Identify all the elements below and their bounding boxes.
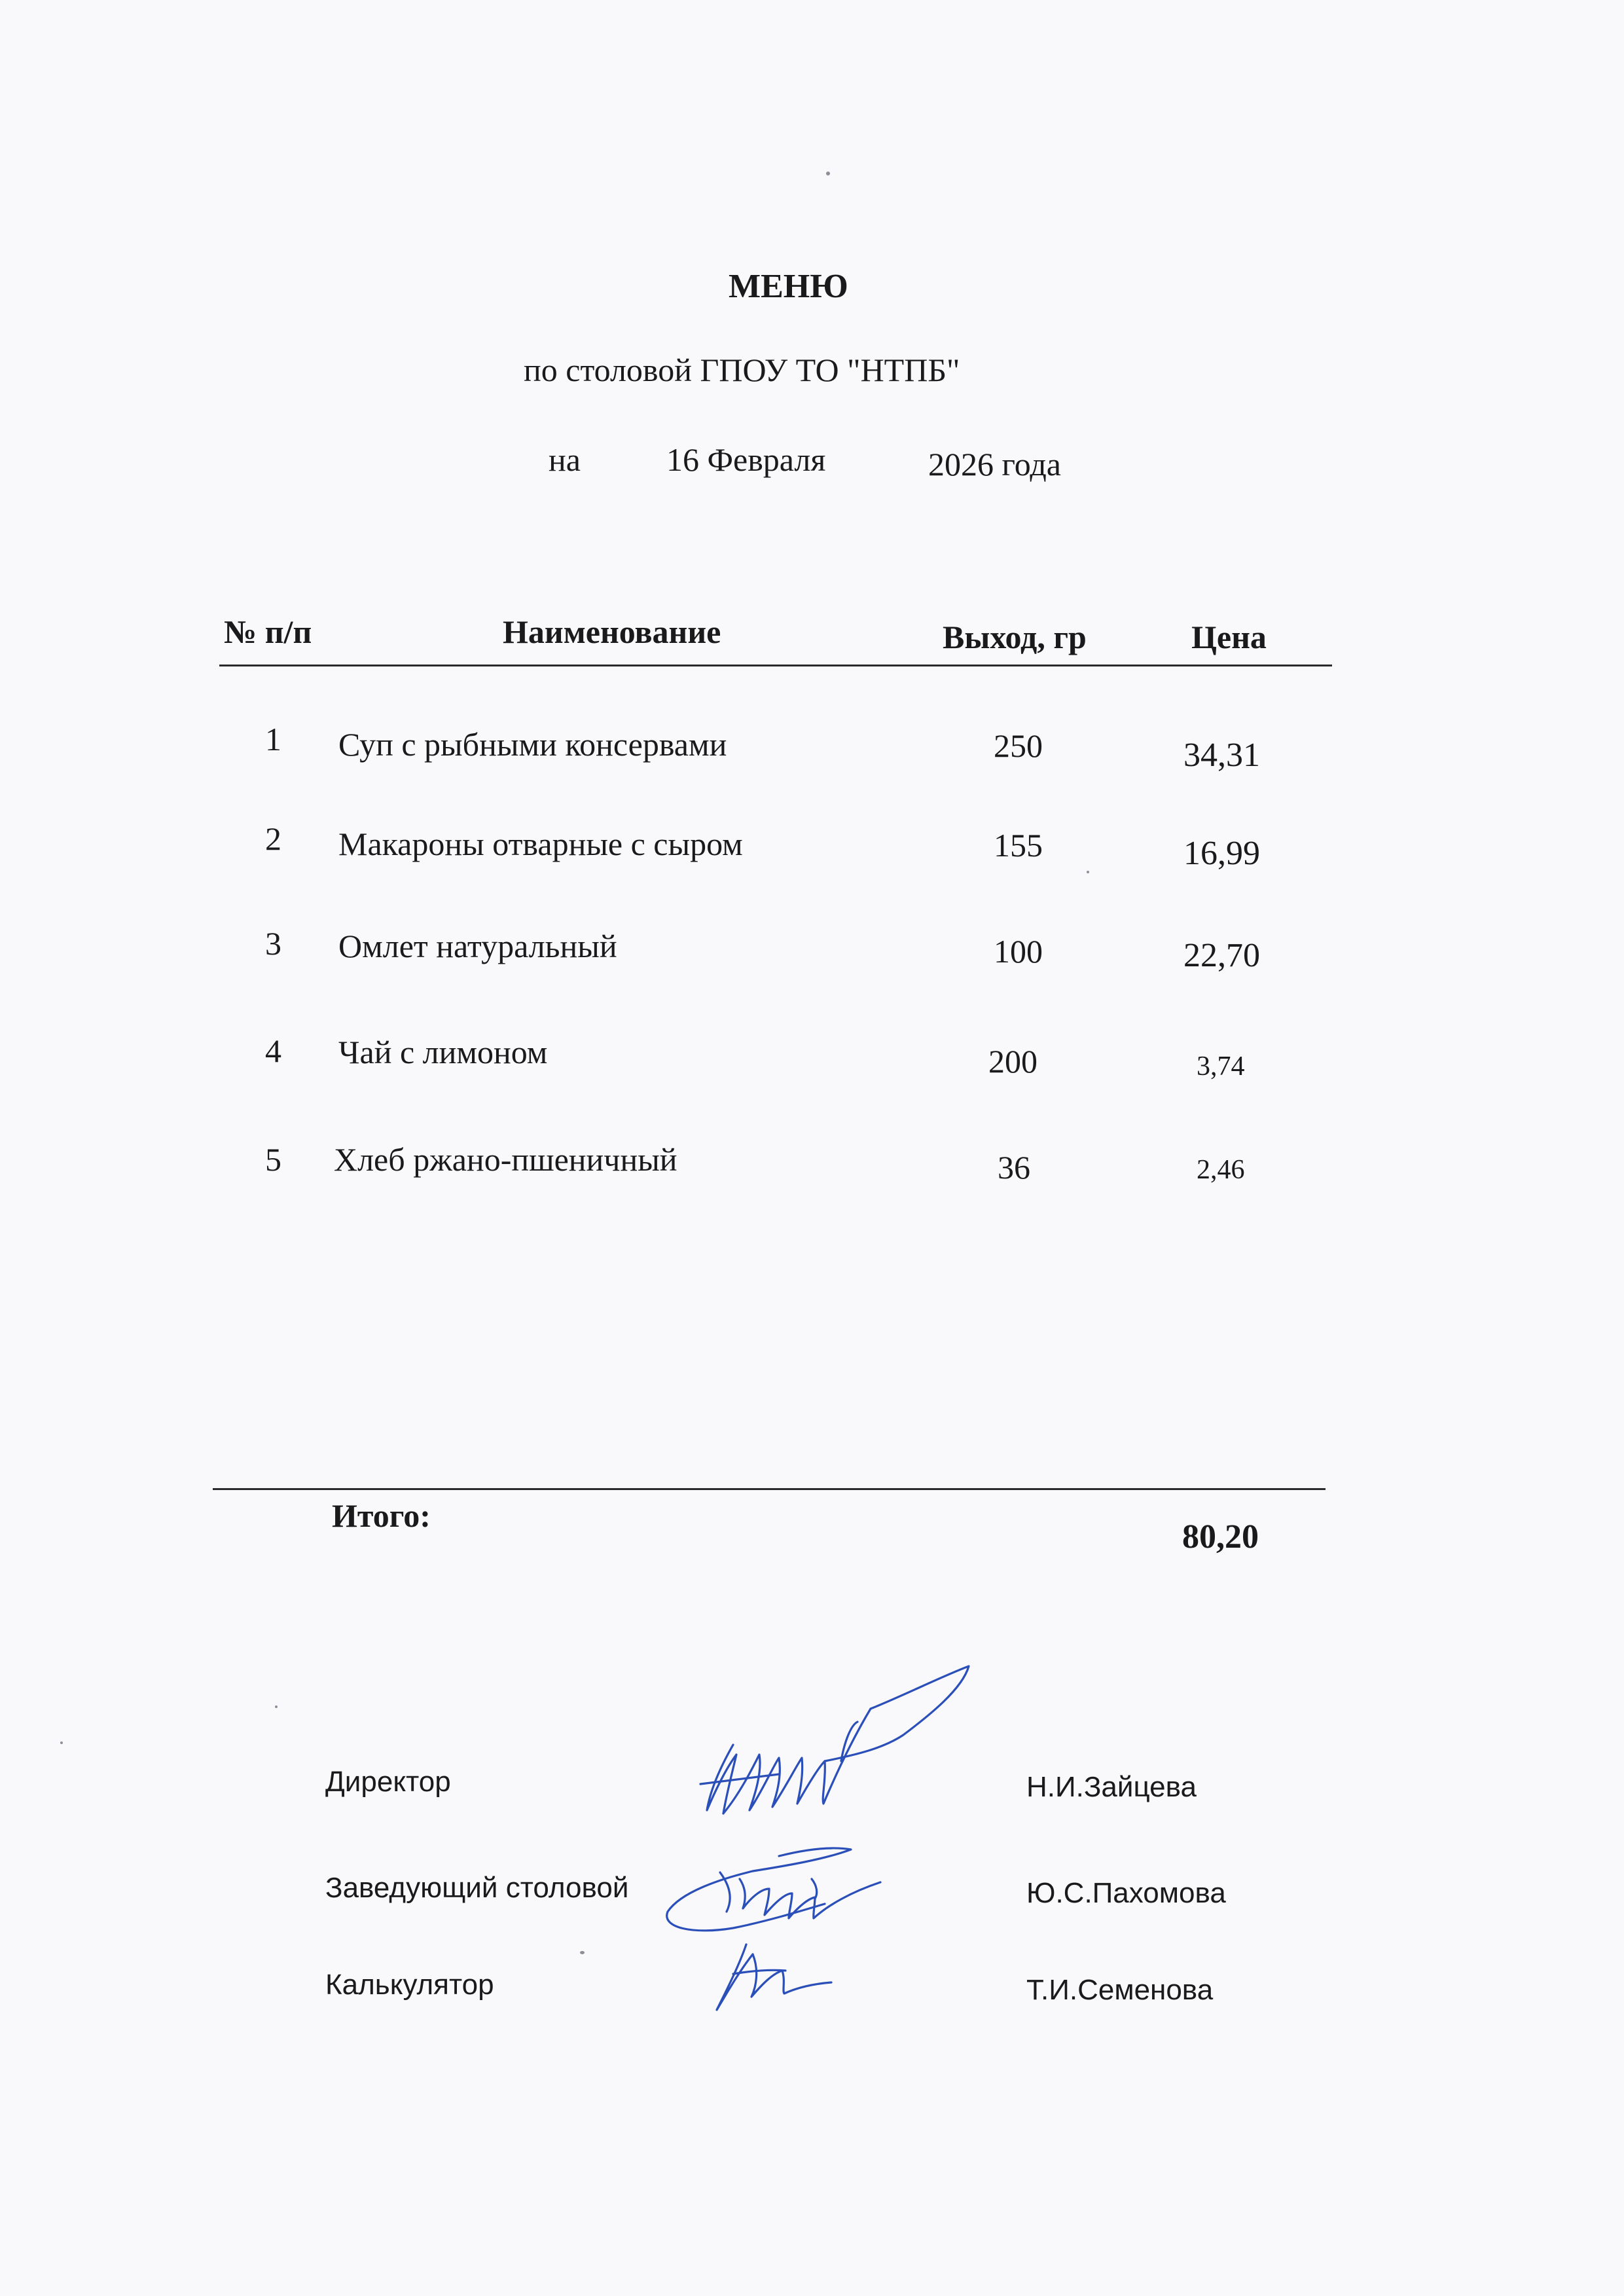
- row-yield: 200: [988, 1043, 1038, 1080]
- row-price: 2,46: [1197, 1155, 1245, 1185]
- row-number: 5: [265, 1141, 281, 1178]
- row-number: 4: [265, 1032, 281, 1069]
- scan-speck: [60, 1741, 63, 1744]
- page-subtitle: по столовой ГПОУ ТО "НТПБ": [524, 352, 960, 388]
- handwritten-signatures-image: [655, 1663, 1047, 2030]
- row-dish-name: Омлет натуральный: [338, 928, 617, 964]
- total-label: Итого:: [332, 1497, 431, 1534]
- column-header-yield: Выход, гр: [943, 619, 1087, 655]
- column-header-name: Наименование: [503, 613, 721, 650]
- scan-speck: [1087, 871, 1089, 873]
- signatory-name: Т.И.Семенова: [1026, 1974, 1214, 2006]
- row-price: 16,99: [1183, 835, 1260, 872]
- date-prefix: на: [549, 441, 581, 478]
- row-dish-name: Суп с рыбными консервами: [338, 726, 727, 763]
- signatory-role: Калькулятор: [325, 1969, 494, 2001]
- row-dish-name: Чай с лимоном: [338, 1034, 548, 1070]
- header-divider: [219, 665, 1332, 666]
- column-header-number: № п/п: [224, 613, 312, 650]
- date-year: 2026 года: [928, 446, 1061, 483]
- scan-speck: [275, 1705, 278, 1708]
- row-yield: 100: [994, 933, 1043, 970]
- signatory-role: Заведующий столовой: [325, 1872, 629, 1904]
- row-yield: 155: [994, 827, 1043, 864]
- date-day: 16 Февраля: [666, 441, 826, 478]
- signatory-role: Директор: [325, 1766, 451, 1798]
- page-title: МЕНЮ: [729, 268, 848, 305]
- row-number: 1: [265, 721, 281, 757]
- signatory-name: Н.И.Зайцева: [1026, 1771, 1197, 1803]
- row-yield: 250: [994, 727, 1043, 764]
- scan-speck: [580, 1951, 585, 1954]
- column-header-price: Цена: [1191, 619, 1267, 655]
- row-price: 22,70: [1183, 937, 1260, 974]
- total-divider: [213, 1488, 1326, 1490]
- row-yield: 36: [998, 1149, 1030, 1186]
- row-dish-name: Хлеб ржано-пшеничный: [334, 1141, 677, 1178]
- row-price: 34,31: [1183, 737, 1260, 774]
- scan-speck: [826, 172, 830, 175]
- row-price: 3,74: [1197, 1051, 1245, 1082]
- row-dish-name: Макароны отварные с сыром: [338, 826, 743, 862]
- signatory-name: Ю.С.Пахомова: [1026, 1877, 1226, 1909]
- row-number: 3: [265, 925, 281, 962]
- row-number: 2: [265, 820, 281, 857]
- total-value: 80,20: [1182, 1518, 1259, 1556]
